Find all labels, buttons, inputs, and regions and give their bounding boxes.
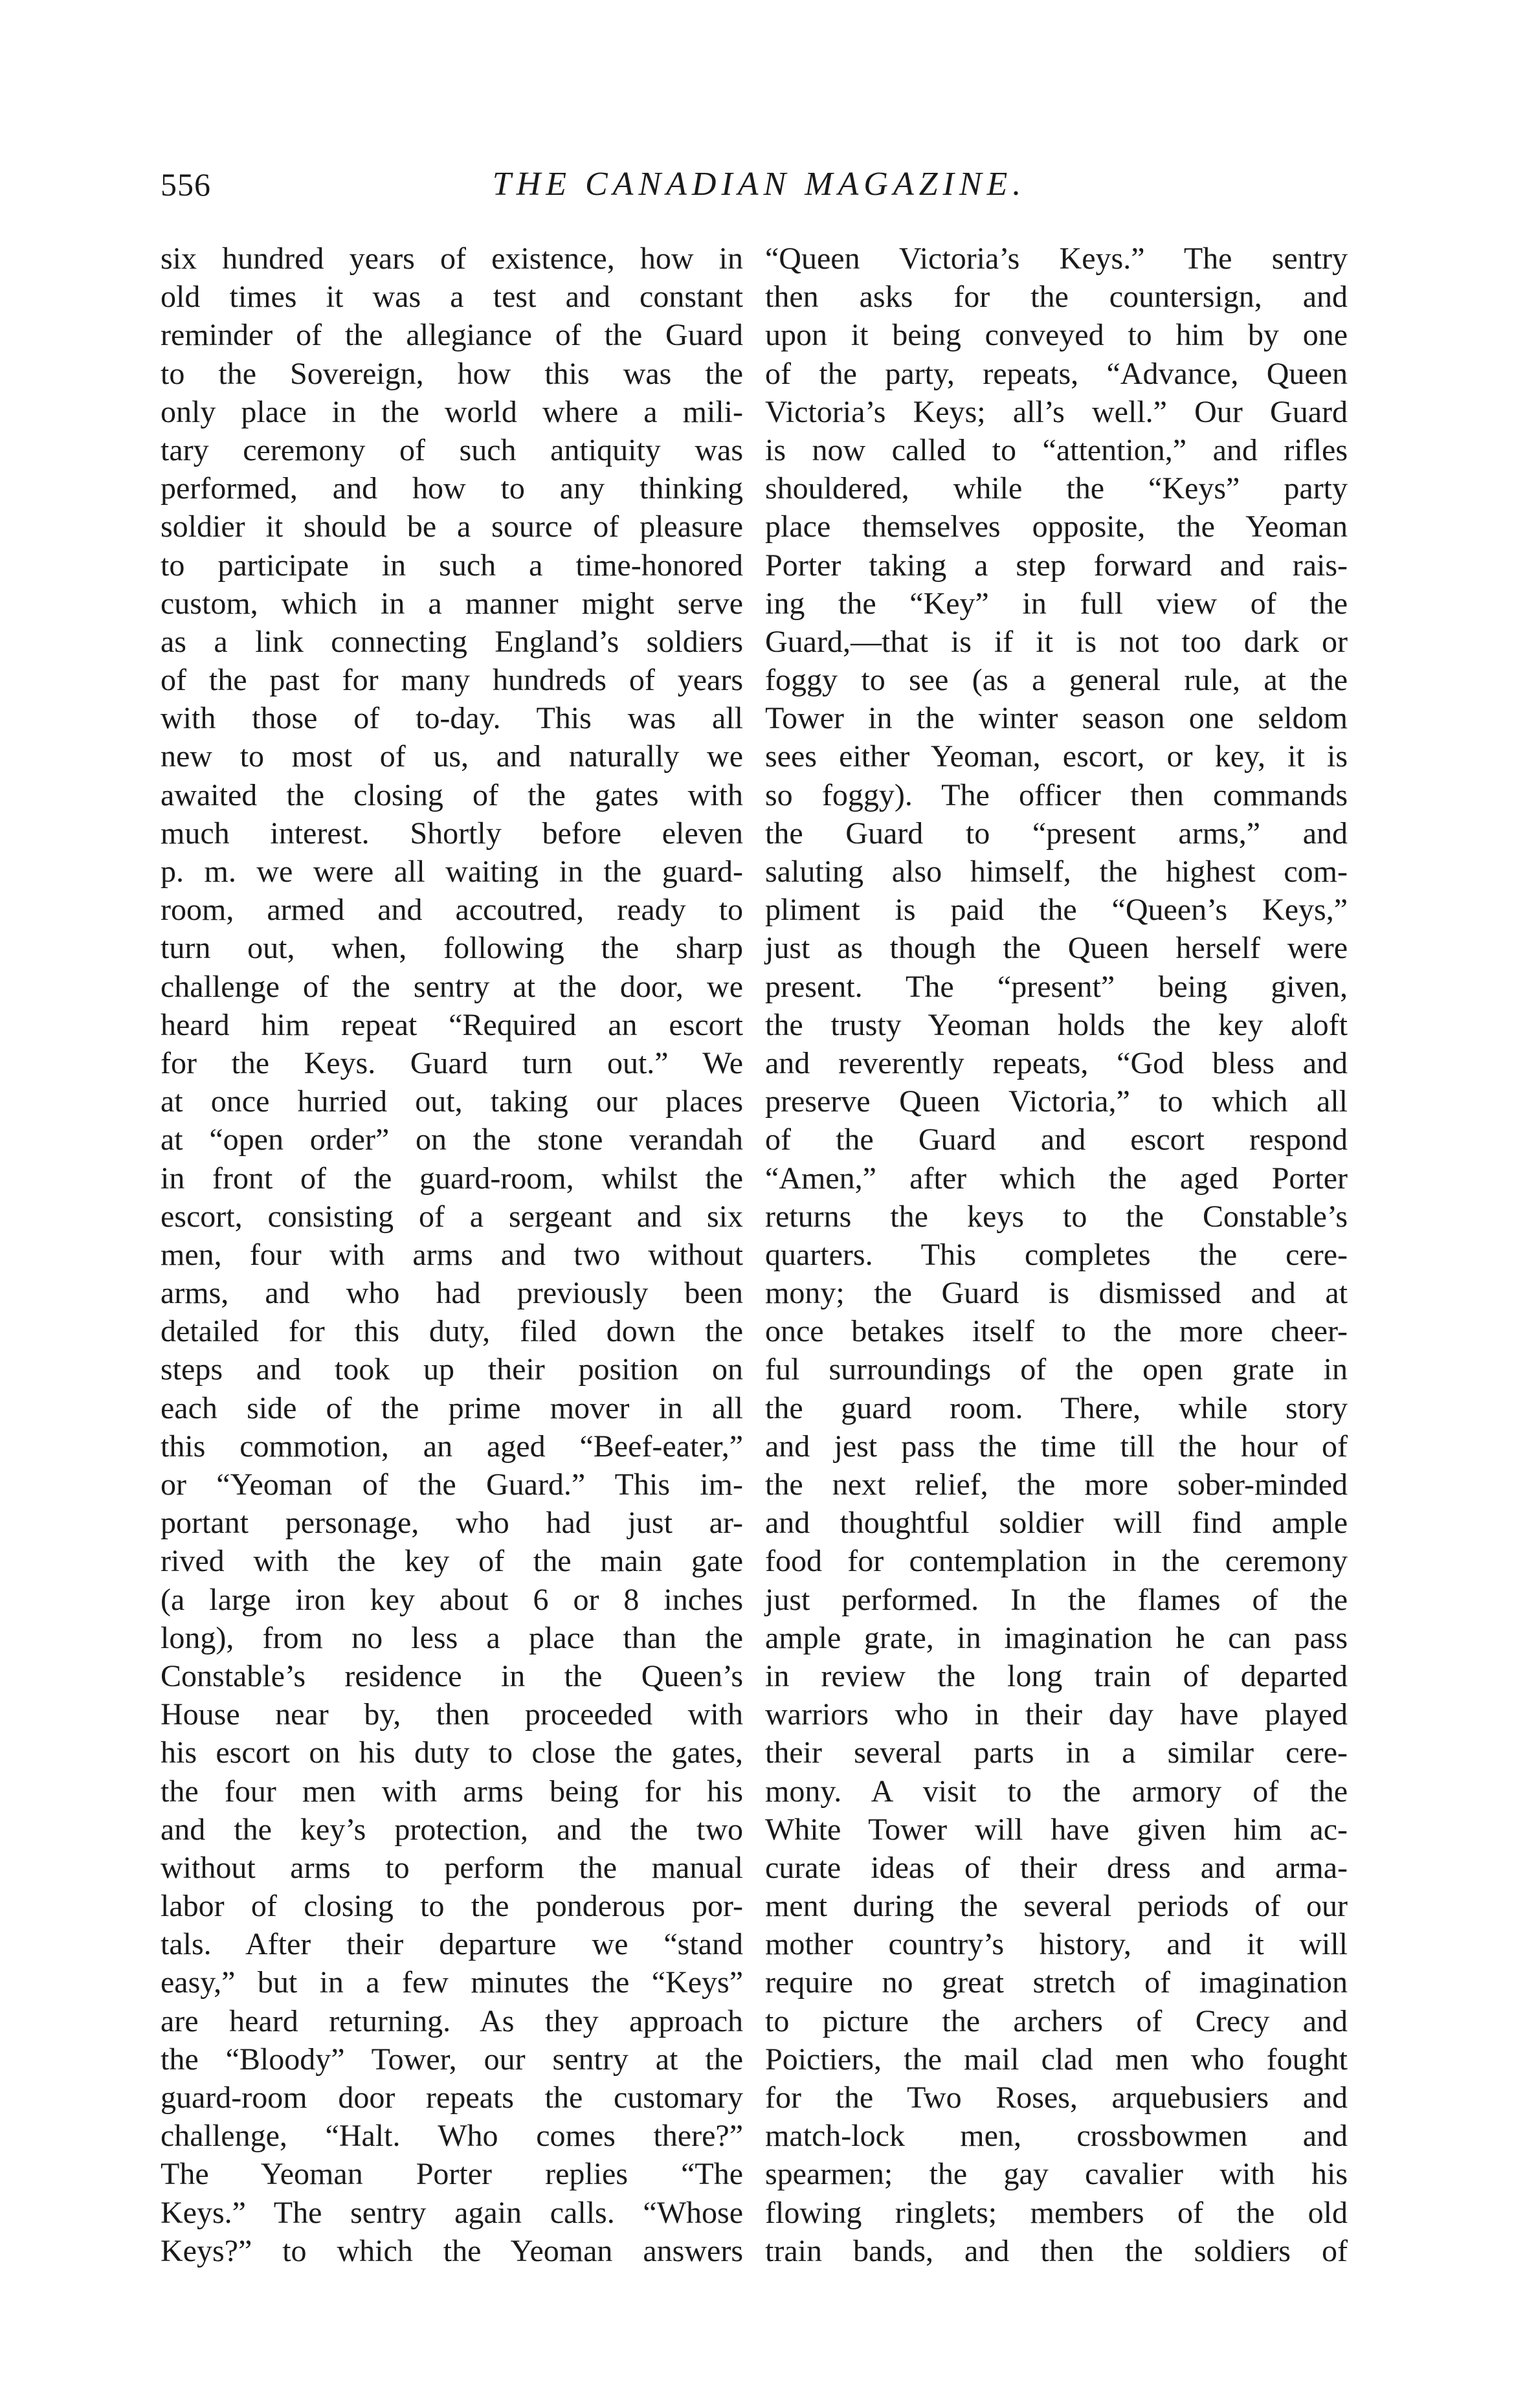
text-line: guard-room door repeats the customary [161,2080,743,2115]
text-line: ful surroundings of the open grate in [765,1352,1348,1387]
text-line: train bands, and then the soldiers of [765,2233,1348,2268]
text-line: Porter taking a step forward and rais- [765,548,1348,583]
page-number: 556 [161,166,211,203]
text-line: so foggy). The officer then commands [765,777,1348,812]
text-line: Constable’s residence in the Queen’s [161,1658,743,1693]
text-line: ample grate, in imagination he can pass [765,1620,1348,1655]
text-line: arms, and who had previously been [161,1276,743,1311]
text-line: mony; the Guard is dismissed and at [765,1276,1348,1311]
text-line: easy,” but in a few minutes the “Keys” [161,1965,743,2000]
text-line: and thoughtful soldier will find ample [765,1506,1348,1541]
text-line: at once hurried out, taking our places [161,1084,743,1119]
text-line: at “open order” on the stone verandah [161,1122,743,1157]
text-line: rived with the key of the main gate [161,1544,743,1579]
text-line: match-lock men, crossbowmen and [765,2119,1348,2154]
text-line: Guard,—that is if it is not too dark or [765,624,1348,659]
text-line: the “Bloody” Tower, our sentry at the [161,2042,743,2077]
text-line: require no great stretch of imagination [765,1965,1348,2000]
text-line: returns the keys to the Constable’s [765,1199,1348,1234]
text-line: his escort on his duty to close the gates, [161,1735,743,1770]
text-line: to picture the archers of Crecy and [765,2003,1348,2038]
text-line: is now called to “attention,” and rifles [765,432,1348,467]
text-line: ing the “Key” in full view of the [765,586,1348,621]
text-line: reminder of the allegiance of the Guard [161,318,743,353]
text-line: as a link connecting England’s soldiers [161,624,743,659]
text-line: challenge of the sentry at the door, we [161,969,743,1004]
text-line: the next relief, the more sober-minded [765,1467,1348,1502]
text-line: long), from no less a place than the [161,1620,743,1655]
text-line: challenge, “Halt. Who comes there?” [161,2119,743,2154]
text-line: flowing ringlets; members of the old [765,2195,1348,2230]
left-column [161,240,743,2270]
text-line: Victoria’s Keys; all’s well.” Our Guard [765,394,1348,429]
text-line: old times it was a test and constant [161,280,743,315]
text-line: for the Keys. Guard turn out.” We [161,1045,743,1080]
text-line: escort, consisting of a sergeant and six [161,1199,743,1234]
text-line: and the key’s protection, and the two [161,1812,743,1847]
text-line: pliment is paid the “Queen’s Keys,” [765,893,1348,928]
text-line: Keys?” to which the Yeoman answers [161,2233,743,2268]
text-line: and reverently repeats, “God bless and [765,1045,1348,1080]
text-line: the four men with arms being for his [161,1774,743,1809]
text-line: just performed. In the flames of the [765,1582,1348,1617]
text-line: p. m. we were all waiting in the guard- [161,854,743,889]
text-line: place themselves opposite, the Yeoman [765,509,1348,544]
text-line: and jest pass the time till the hour of [765,1429,1348,1464]
text-line: detailed for this duty, filed down the [161,1314,743,1349]
text-line: each side of the prime mover in all [161,1390,743,1425]
text-line: custom, which in a manner might serve [161,586,743,621]
text-line: The Yeoman Porter replies “The [161,2157,743,2192]
text-line: only place in the world where a mili- [161,394,743,429]
text-line: performed, and how to any thinking [161,471,743,506]
text-line: of the Guard and escort respond [765,1122,1348,1157]
text-line: (a large iron key about 6 or 8 inches [161,1582,743,1617]
text-line: preserve Queen Victoria,” to which all [765,1084,1348,1119]
text-line: labor of closing to the ponderous por- [161,1889,743,1924]
text-line: of the party, repeats, “Advance, Queen [765,356,1348,391]
text-line: the Guard to “present arms,” and [765,816,1348,851]
text-line: White Tower will have given him ac- [765,1812,1348,1847]
page-header [161,162,1358,214]
text-line: without arms to perform the manual [161,1850,743,1885]
text-line: soldier it should be a source of pleasure [161,509,743,544]
text-line: awaited the closing of the gates with [161,777,743,812]
text-line: just as though the Queen herself were [765,931,1348,966]
text-line: Poictiers, the mail clad men who fought [765,2042,1348,2077]
text-line: spearmen; the gay cavalier with his [765,2157,1348,2192]
text-line: heard him repeat “Required an escort [161,1007,743,1042]
text-line: “Amen,” after which the aged Porter [765,1161,1348,1196]
text-line: steps and took up their position on [161,1352,743,1387]
text-line: new to most of us, and naturally we [161,739,743,774]
text-line: then asks for the countersign, and [765,280,1348,315]
text-line: sees either Yeoman, escort, or key, it is [765,739,1348,774]
text-line: six hundred years of existence, how in [161,241,743,276]
text-line: House near by, then proceeded with [161,1697,743,1732]
text-line: the trusty Yeoman holds the key aloft [765,1007,1348,1042]
text-line: tals. After their departure we “stand [161,1927,743,1962]
text-line: once betakes itself to the more cheer- [765,1314,1348,1349]
text-line: upon it being conveyed to him by one [765,318,1348,353]
text-line: their several parts in a similar cere- [765,1735,1348,1770]
text-line: for the Two Roses, arquebusiers and [765,2080,1348,2115]
text-line: or “Yeoman of the Guard.” This im- [161,1467,743,1502]
text-line: with those of to-day. This was all [161,701,743,736]
text-line: portant personage, who had just ar- [161,1506,743,1541]
text-line: food for contemplation in the ceremony [765,1544,1348,1579]
text-line: curate ideas of their dress and arma- [765,1850,1348,1885]
text-line: Tower in the winter season one seldom [765,701,1348,736]
text-line: the guard room. There, while story [765,1390,1348,1425]
text-line: saluting also himself, the highest com- [765,854,1348,889]
text-line: mony. A visit to the armory of the [765,1774,1348,1809]
text-line: much interest. Shortly before eleven [161,816,743,851]
text-line: room, armed and accoutred, ready to [161,893,743,928]
text-line: in front of the guard-room, whilst the [161,1161,743,1196]
text-line: men, four with arms and two without [161,1237,743,1272]
text-line: Keys.” The sentry again calls. “Whose [161,2195,743,2230]
text-line: shouldered, while the “Keys” party [765,471,1348,506]
text-line: foggy to see (as a general rule, at the [765,663,1348,698]
text-line: mother country’s history, and it will [765,1927,1348,1962]
text-line: of the past for many hundreds of years [161,663,743,698]
text-line: present. The “present” being given, [765,969,1348,1004]
text-line: warriors who in their day have played [765,1697,1348,1732]
text-line: to the Sovereign, how this was the [161,356,743,391]
running-title: THE CANADIAN MAGAZINE. [492,166,1027,203]
right-column [765,240,1348,2270]
text-line: “Queen Victoria’s Keys.” The sentry [765,241,1348,276]
text-line: turn out, when, following the sharp [161,931,743,966]
text-line: are heard returning. As they approach [161,2003,743,2038]
text-line: to participate in such a time-honored [161,548,743,583]
text-line: tary ceremony of such antiquity was [161,432,743,467]
text-line: in review the long train of departed [765,1658,1348,1693]
text-line: this commotion, an aged “Beef-eater,” [161,1429,743,1464]
text-line: ment during the several periods of our [765,1889,1348,1924]
text-line: quarters. This completes the cere- [765,1237,1348,1272]
